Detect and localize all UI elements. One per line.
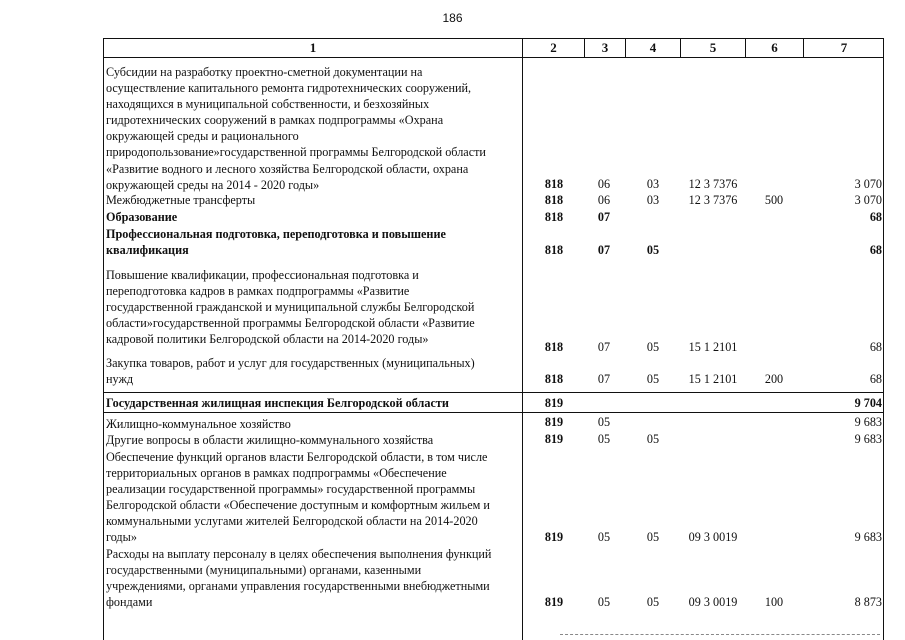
cell-sum: 3 070	[854, 177, 882, 191]
header-col-2: 2	[550, 40, 557, 55]
cell-section: 07	[597, 340, 611, 354]
cell-target-article: 12 3 7376	[688, 193, 738, 207]
cell-expense-type: 100	[764, 595, 784, 609]
row-description: Профессиональная подготовка, переподготовка и повышение квалификация	[106, 227, 446, 258]
row-description: Другие вопросы в области жилищно-коммунального хозяйства	[106, 433, 434, 447]
cell-sum: 68	[869, 372, 882, 386]
header-col-6: 6	[771, 40, 778, 55]
row-rule	[103, 412, 884, 413]
column-divider	[522, 38, 523, 640]
header-col-3: 3	[601, 40, 609, 55]
row-description: Жилищно-коммунальное хозяйство	[106, 417, 291, 431]
header-col-4: 4	[649, 40, 657, 55]
row-rule	[103, 392, 884, 393]
cell-expense-type: 200	[764, 372, 784, 386]
cell-section: 05	[597, 415, 611, 429]
cell-sum: 9 683	[854, 432, 882, 446]
cell-ved: 818	[544, 243, 564, 257]
cell-section: 05	[597, 432, 611, 446]
cell-target-article: 09 3 0019	[688, 595, 738, 609]
cell-ved: 818	[544, 193, 564, 207]
cell-target-article: 15 1 2101	[688, 372, 738, 386]
row-description: Повышение квалификации, профессиональная подготовка и переподготовка кадров в рамках подпрограммы «Развитие государственной гражданской и муниципальной службы Белгородской области»государственной программы Белгородской области «Развитие кадровой политики Белгородской области на 2014-2020 годы»	[106, 268, 475, 347]
cell-ved: 819	[544, 415, 564, 429]
cell-target-article: 09 3 0019	[688, 530, 738, 544]
cell-section: 07	[597, 210, 611, 224]
cell-subsection: 03	[646, 193, 660, 207]
cell-sum: 9 683	[854, 530, 882, 544]
page-number: 186	[442, 11, 463, 25]
cell-sum: 68	[869, 340, 882, 354]
cell-section: 06	[597, 193, 611, 207]
cell-ved: 819	[544, 432, 564, 446]
cell-sum: 3 070	[854, 193, 882, 207]
row-description: Расходы на выплату персоналу в целях обеспечения выполнения функций государственными (муниципальными) органами, казенными учреждениями, органами управления государственными внебюджетными фондами	[106, 547, 492, 610]
cell-section: 05	[597, 595, 611, 609]
cell-sum: 9 704	[854, 396, 882, 410]
cell-subsection: 05	[646, 530, 660, 544]
cell-ved: 818	[544, 177, 564, 191]
cell-ved: 818	[544, 210, 564, 224]
cell-ved: 819	[544, 396, 564, 410]
cell-ved: 819	[544, 595, 564, 609]
header-col-7: 7	[840, 40, 848, 55]
cell-section: 07	[597, 243, 611, 257]
cell-sum: 9 683	[854, 415, 882, 429]
cell-subsection: 05	[646, 595, 660, 609]
row-description: Обеспечение функций органов власти Белгородской области, в том числе территориальных органов в рамках подпрограммы «Обеспечение реализации государственной программы» государственной программы Белгородской области «Обеспечение доступным и комфортным жильем и коммунальными услугами жителей Белгородской области на 2014-2020 годы»	[106, 450, 490, 545]
cell-target-article: 15 1 2101	[688, 340, 738, 354]
row-description: Субсидии на разработку проектно-сметной документации на осуществление капитального ремонта гидротехнических сооружений, находящихся в муниципальной собственности, и безхозяйных гидротехнических сооружений в рамках подпрограммы «Охрана окружающей среды и рационального природопользование»государственной программы Белгородской области «Развитие водного и лесного хозяйства Белгородской области, охрана окружающей среды на 2014 - 2020 годы»	[106, 65, 486, 192]
header-rule	[103, 57, 884, 58]
cell-sum: 68	[869, 243, 882, 257]
cell-subsection: 05	[646, 340, 660, 354]
row-description: Межбюджетные трансферты	[106, 193, 256, 207]
header-col-5: 5	[709, 40, 717, 55]
cell-section: 07	[597, 372, 611, 386]
row-description: Закупка товаров, работ и услуг для государственных (муниципальных) нужд	[106, 356, 475, 387]
cell-subsection: 03	[646, 177, 660, 191]
cell-ved: 818	[544, 372, 564, 386]
cell-target-article: 12 3 7376	[688, 177, 738, 191]
cell-section: 06	[597, 177, 611, 191]
cell-section: 05	[597, 530, 611, 544]
scan-edge-artifact	[560, 634, 880, 635]
header-col-1: 1	[309, 40, 317, 55]
row-description: Образование	[106, 210, 178, 224]
cell-sum: 68	[869, 210, 882, 224]
cell-subsection: 05	[646, 372, 660, 386]
cell-ved: 819	[544, 530, 564, 544]
row-description: Государственная жилищная инспекция Белгородской области	[106, 396, 449, 410]
cell-sum: 8 873	[854, 595, 882, 609]
cell-expense-type: 500	[764, 193, 784, 207]
cell-ved: 818	[544, 340, 564, 354]
cell-subsection: 05	[646, 432, 660, 446]
cell-subsection: 05	[646, 243, 660, 257]
